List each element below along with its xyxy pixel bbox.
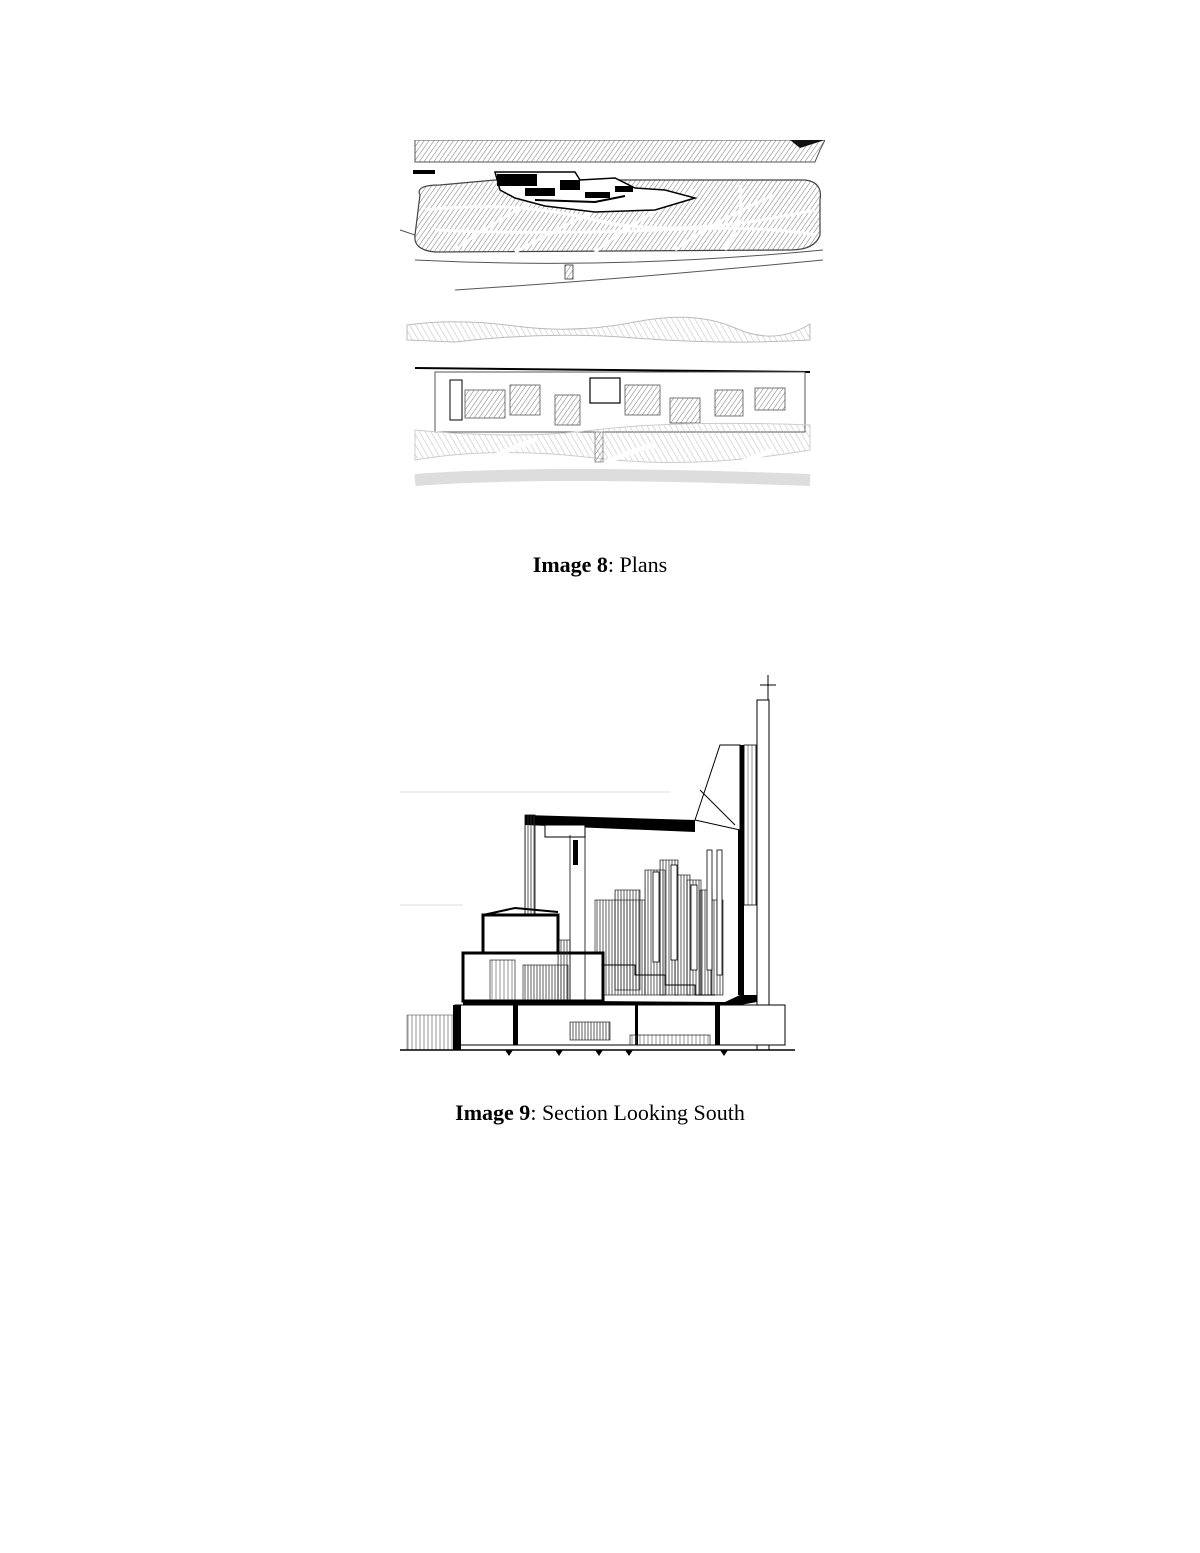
figure-label: Image 9 <box>455 1100 531 1125</box>
site-plan <box>400 140 825 290</box>
section-drawing <box>395 660 805 1060</box>
figure-title: Section Looking South <box>541 1100 745 1125</box>
figure-title: Plans <box>619 552 668 577</box>
caption-separator: : <box>607 552 620 577</box>
caption-separator: : <box>530 1100 542 1125</box>
plans-drawing <box>395 140 825 505</box>
figure-caption-8 <box>0 552 1200 578</box>
figure-label: Image 8 <box>532 552 608 577</box>
figure-caption-9 <box>0 1100 1200 1126</box>
floor-plan <box>407 317 810 500</box>
